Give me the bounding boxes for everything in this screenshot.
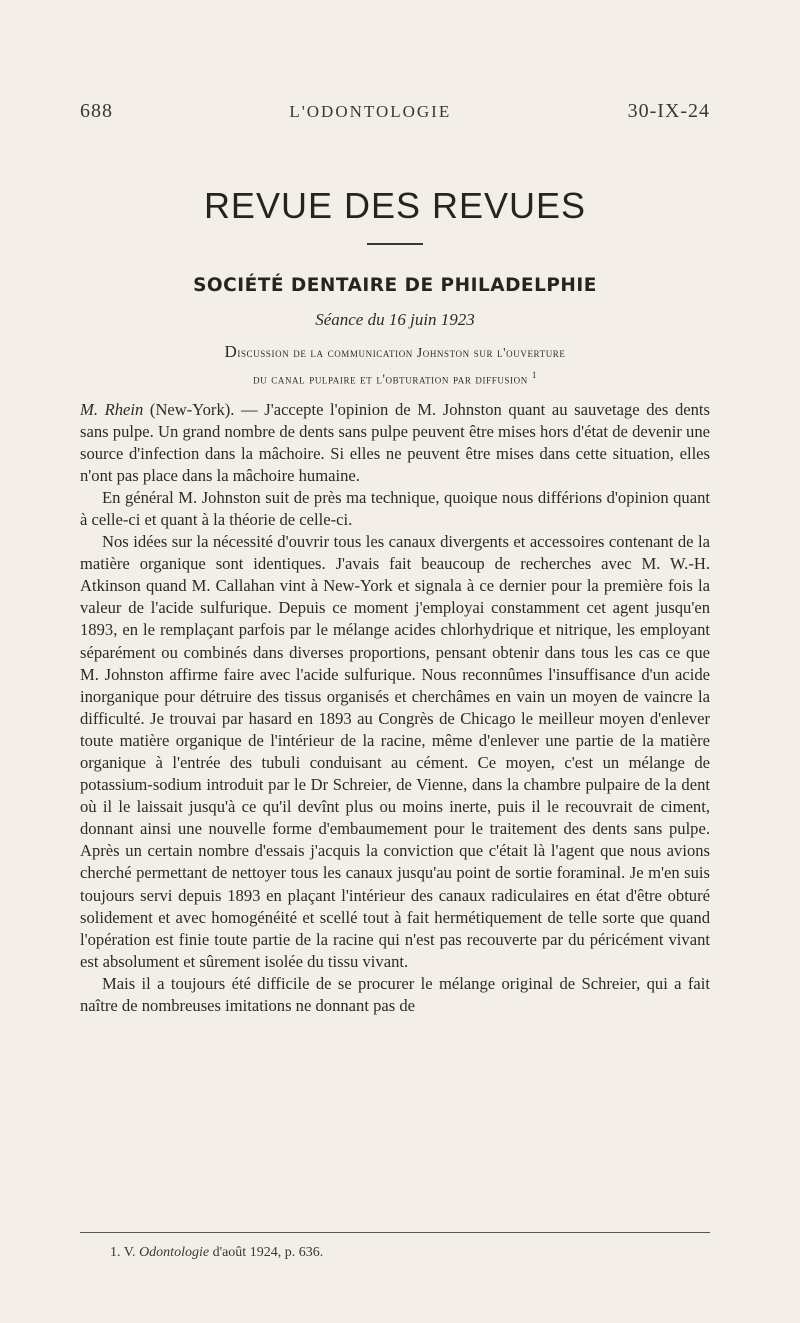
footnote-number: 1. xyxy=(110,1245,121,1260)
page-title: REVUE DES REVUES xyxy=(203,185,587,226)
paragraph-2: En général M. Johnston suit de près ma technique, quoique nous différions d'opinion quant à celle-ci et quant à la théorie de celle-ci. xyxy=(80,487,710,529)
footnote-divider xyxy=(80,1232,710,1233)
discussion-line-2 xyxy=(80,364,710,391)
paragraph-1-text: (New-York). — J'accepte l'opinion de M. Johnston quant au sauvetage des dents sans pulpe. Un grand nombre de dents sans pulpe peuvent être mises hors d'état de devenir une source d'infection dans la mâchoire. Si elles ne peuvent être mises dans cette situation, elles n'ont pas place dans la mâchoire humaine. xyxy=(80,399,710,485)
paragraph-4: Mais il a toujours été difficile de se procurer le mélange original de Schreier, qui a fait naître de nombreuses imitations ne donnant pas de xyxy=(80,973,710,1016)
page-number: 688 xyxy=(80,100,113,122)
session-date: Séance du 16 juin 1923 xyxy=(315,310,475,329)
footnote-prefix: V. xyxy=(123,1245,136,1260)
issue-date: 30-IX-24 xyxy=(627,100,710,122)
footnote xyxy=(110,1245,323,1261)
discussion-initial: D xyxy=(224,342,238,361)
paragraph-1 xyxy=(80,399,710,487)
speaker-name: M. Rhein xyxy=(80,399,144,419)
page xyxy=(80,100,710,1017)
footnote-text: d'août 1924, p. 636. xyxy=(212,1245,324,1260)
discussion-line-1-text: iscussion de la communication Johnston sur l'ouverture xyxy=(237,345,566,360)
society-heading: SOCIÉTÉ DENTAIRE DE PHILADELPHIE xyxy=(193,275,597,296)
footnote-journal: Odontologie xyxy=(139,1245,210,1260)
running-head xyxy=(80,100,710,123)
footnote-reference: 1 xyxy=(531,370,537,380)
discussion-line-2-text: du canal pulpaire et l'obturation par diffusion xyxy=(253,371,528,387)
article-body xyxy=(80,399,710,1018)
discussion-line-1 xyxy=(80,340,710,364)
title-divider xyxy=(367,243,423,245)
discussion-heading xyxy=(80,340,710,391)
paragraph-3: Nos idées sur la nécessité d'ouvrir tous les canaux divergents et accessoires contenant de la matière organique sont identiques. J'avais fait beaucoup de recherches avec M. W.-H. Atkinson quand M. Callahan vint à New-York et signala à ce dernier pour la première fois la valeur de l'acide sulfurique. Depuis ce moment j'employai constamment cet agent jusqu'en 1893, en le remplaçant parfois par le mélange acides chlorhydrique et nitrique, les employant séparément ou combinés dans diverses proportions, pensant obtenir dans tous les cas ce que M. Johnston affirme faire avec l'acide sulfurique. Nous reconnûmes l'insuffisance d'un acide inorganique pour détruire des tissus organisés et cherchâmes en vain un moyen de vaincre la difficulté. Je trouvai par hasard en 1893 au Congrès de Chicago le meilleur moyen d'enlever toute matière organique de l'intérieur de la racine, même d'enlever une partie de la matière organique à l'entrée des tubuli conduisant au cément. Ce moyen, c'est un mélange de potassium-sodium introduit par le Dr Schreier, de Vienne, dans la chambre pulpaire de la dent où il le laissait jusqu'à ce qu'il devînt plus ou moins inerte, puis il le recouvrait de ciment, donnant ainsi une nouvelle forme d'embaumement pour le traitement des dents sans pulpe. Après un certain nombre d'essais j'acquis la conviction que c'était là l'agent que nous avions cherché permettant de nettoyer tous les canaux jusqu'au point de sortie foraminal. Je m'en suis toujours servi depuis 1893 en plaçant l'intérieur des canaux radiculaires en état d'être obturé solidement et avec homogénéité et scellé tout à fait hermétiquement de telle sorte que quand l'opération est finie toute partie de la racine qui n'est pas recouverte par du péricément vivant est absolument et sûrement isolée du tissu vivant. xyxy=(80,532,710,971)
journal-name: L'ODONTOLOGIE xyxy=(289,102,452,121)
